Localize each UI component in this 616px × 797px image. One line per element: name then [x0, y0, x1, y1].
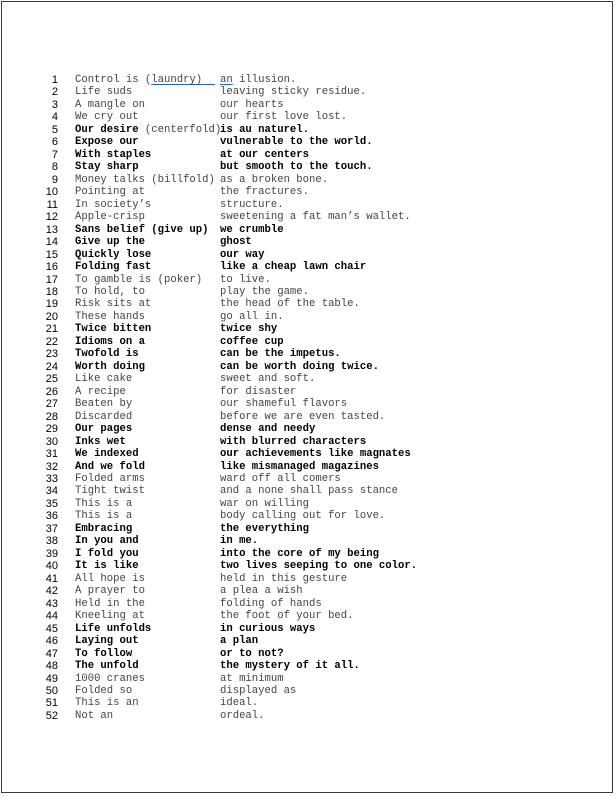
poem-line — [2, 635, 612, 647]
poem-line — [2, 448, 612, 460]
line-number: 2 — [51, 86, 58, 99]
line-number: 51 — [45, 697, 58, 710]
line-text-right: at minimum — [220, 672, 284, 685]
poem-line — [2, 697, 612, 709]
underlined-word: an — [220, 74, 233, 86]
poem-line — [2, 111, 612, 123]
line-text-right: at our centers — [220, 148, 310, 161]
line-text-left: Discarded — [75, 410, 133, 423]
document-page — [1, 1, 613, 793]
line-text-right: an illusion. — [220, 74, 297, 86]
line-number: 41 — [45, 572, 58, 585]
line-text-left: Folding fast — [75, 261, 152, 274]
line-number: 45 — [45, 622, 58, 635]
line-text-right: we crumble — [220, 223, 284, 236]
line-text-right: the fractures. — [220, 186, 310, 199]
poem-line — [2, 99, 612, 111]
line-text-left: To follow — [75, 647, 133, 660]
line-text-left: Life suds — [75, 86, 133, 99]
line-text-right: can be the impetus. — [220, 348, 341, 361]
line-text-left: Money talks (billfold) — [75, 173, 215, 186]
poem-line — [2, 673, 612, 685]
line-text-left: This is a — [75, 510, 133, 523]
line-number: 22 — [45, 335, 58, 348]
line-text-part: Control is ( — [75, 74, 152, 86]
line-number: 42 — [45, 585, 58, 598]
poem-line — [2, 473, 612, 485]
line-number: 26 — [45, 385, 58, 398]
line-number: 39 — [45, 547, 58, 560]
line-text-right: to live. — [220, 273, 271, 286]
line-number: 7 — [51, 148, 58, 161]
poem-line — [2, 236, 612, 248]
line-number: 24 — [45, 360, 58, 373]
line-text-left: Our pages — [75, 423, 133, 436]
line-text-left — [75, 124, 221, 136]
line-text-right: dense and needy — [220, 423, 316, 436]
line-text-right: can be worth doing twice. — [220, 360, 379, 373]
line-text-right: ghost — [220, 236, 252, 249]
line-text-left: A mangle on — [75, 98, 145, 111]
line-text-left: With staples — [75, 148, 152, 161]
line-text-right: like mismanaged magazines — [220, 460, 379, 473]
line-text-right: ideal. — [220, 697, 259, 710]
line-text-left: Kneeling at — [75, 610, 145, 623]
underlined-word: laundry) — [151, 74, 203, 86]
line-number: 19 — [45, 298, 58, 311]
line-text-left: We indexed — [75, 448, 139, 461]
line-number: 35 — [45, 497, 58, 510]
line-text-left: In society’s — [75, 198, 152, 211]
line-text-right: before we are even tasted. — [220, 410, 386, 423]
line-text-left: Held in the — [75, 597, 145, 610]
poem-line — [2, 373, 612, 385]
poem-line — [2, 398, 612, 410]
poem-line — [2, 186, 612, 198]
line-text-right: in curious ways — [220, 622, 316, 635]
line-text-left: Like cake — [75, 373, 133, 386]
line-text-right: in me. — [220, 535, 259, 548]
poem-line — [2, 336, 612, 348]
poem-line — [2, 74, 612, 86]
line-text-right: ordeal. — [220, 709, 265, 722]
line-number: 31 — [45, 448, 58, 461]
line-number: 1 — [51, 74, 58, 86]
poem-line — [2, 124, 612, 136]
line-text-left: Tight twist — [75, 485, 145, 498]
poem-line — [2, 411, 612, 423]
line-number: 3 — [51, 98, 58, 111]
line-number: 15 — [45, 248, 58, 261]
poem-line — [2, 685, 612, 697]
line-text-left: Stay sharp — [75, 161, 139, 174]
line-text-left — [75, 74, 215, 86]
line-text-right: is au naturel. — [220, 123, 310, 136]
line-text-left: Laying out — [75, 635, 139, 648]
line-number: 6 — [51, 136, 58, 149]
line-number: 4 — [51, 111, 58, 124]
line-text-right: twice shy — [220, 323, 278, 336]
poem-line — [2, 199, 612, 211]
line-text-right: into the core of my being — [220, 547, 379, 560]
line-text-left: Pointing at — [75, 186, 145, 199]
poem-line — [2, 386, 612, 398]
line-number: 23 — [45, 348, 58, 361]
line-number: 44 — [45, 610, 58, 623]
poem-line — [2, 423, 612, 435]
line-text-left: In you and — [75, 535, 139, 548]
line-number: 30 — [45, 435, 58, 448]
line-text-right: sweet and soft. — [220, 373, 316, 386]
line-number: 17 — [45, 273, 58, 286]
line-text-right: the head of the table. — [220, 298, 360, 311]
line-text-left: Quickly lose — [75, 248, 152, 261]
line-text-right: folding of hands — [220, 597, 322, 610]
line-number: 27 — [45, 398, 58, 411]
line-text-left: Twofold is — [75, 348, 139, 361]
poem-line — [2, 610, 612, 622]
line-text-left: Risk sits at — [75, 298, 152, 311]
line-number: 9 — [51, 173, 58, 186]
poem-line — [2, 623, 612, 635]
line-number: 11 — [46, 198, 58, 211]
line-number: 36 — [45, 510, 58, 523]
line-text-right: displayed as — [220, 684, 297, 697]
poem-line — [2, 323, 612, 335]
line-text-right: our achievements like magnates — [220, 448, 411, 461]
line-number: 50 — [45, 684, 58, 697]
line-text-right: as a broken bone. — [220, 173, 329, 186]
line-text-right: a plea a wish — [220, 585, 303, 598]
line-text-left: We cry out — [75, 111, 139, 124]
line-text-left: To hold, to — [75, 285, 145, 298]
poem-line — [2, 523, 612, 535]
line-number: 21 — [45, 323, 58, 336]
poem-body — [2, 74, 612, 722]
line-text-left: Life unfolds — [75, 622, 152, 635]
poem-line — [2, 224, 612, 236]
line-number: 49 — [45, 672, 58, 685]
line-text-left: All hope is — [75, 572, 145, 585]
poem-line — [2, 348, 612, 360]
line-number: 32 — [45, 460, 58, 473]
line-text-left: Folded arms — [75, 473, 145, 485]
line-text-right: our hearts — [220, 98, 284, 111]
poem-line — [2, 461, 612, 473]
line-text-right: body calling out for love. — [220, 510, 386, 523]
line-text-right: our first love lost. — [220, 111, 348, 124]
line-number: 18 — [45, 285, 58, 298]
line-text-left: And we fold — [75, 460, 145, 473]
line-text-right: the mystery of it all. — [220, 660, 360, 673]
line-text-left: Expose our — [75, 136, 139, 149]
poem-line — [2, 249, 612, 261]
poem-line — [2, 174, 612, 186]
line-text-left: A prayer to — [75, 585, 145, 598]
line-text-left: Worth doing — [75, 360, 145, 373]
line-number: 28 — [45, 410, 58, 423]
poem-line — [2, 149, 612, 161]
poem-line — [2, 286, 612, 298]
poem-line — [2, 261, 612, 273]
line-text-left: I fold you — [75, 547, 139, 560]
line-text-right: a plan — [220, 635, 259, 648]
poem-line — [2, 510, 612, 522]
line-text-right: like a cheap lawn chair — [220, 261, 367, 274]
line-text-right: but smooth to the touch. — [220, 161, 373, 174]
poem-line — [2, 585, 612, 597]
poem-line — [2, 560, 612, 572]
line-text-right: our shameful flavors — [220, 398, 348, 411]
line-text-left: Beaten by — [75, 398, 133, 411]
line-text-right: play the game. — [220, 285, 310, 298]
line-number: 48 — [45, 660, 58, 673]
line-text-right: our way — [220, 248, 265, 261]
poem-line — [2, 211, 612, 223]
line-number: 25 — [45, 373, 58, 386]
line-number: 34 — [45, 485, 58, 498]
poem-line — [2, 648, 612, 660]
line-text-right: the foot of your bed. — [220, 610, 354, 623]
poem-line — [2, 86, 612, 98]
line-number: 46 — [45, 635, 58, 648]
line-number: 29 — [45, 423, 58, 436]
line-text-left: This is a — [75, 497, 133, 510]
poem-line — [2, 361, 612, 373]
poem-line — [2, 660, 612, 672]
line-text-left: Folded so — [75, 684, 133, 697]
poem-line — [2, 161, 612, 173]
line-text-right: with blurred characters — [220, 435, 367, 448]
line-text-left: Idioms on a — [75, 335, 145, 348]
line-text-right: two lives seeping to one color. — [220, 560, 418, 573]
line-text-right: coffee cup — [220, 335, 284, 348]
line-text-left: Twice bitten — [75, 323, 152, 336]
line-text-right: structure. — [220, 198, 284, 211]
line-text-left: Sans belief (give up) — [75, 223, 209, 236]
line-number: 13 — [45, 223, 58, 236]
line-number: 43 — [45, 597, 58, 610]
line-text-right: ward off all comers — [220, 473, 341, 485]
line-text-right: or to not? — [220, 647, 284, 660]
poem-line — [2, 274, 612, 286]
line-number: 38 — [45, 535, 58, 548]
line-number: 14 — [45, 236, 58, 249]
line-text-left: This is an — [75, 697, 139, 710]
line-number: 10 — [45, 186, 58, 199]
line-number: 52 — [45, 709, 58, 722]
poem-line — [2, 311, 612, 323]
poem-line — [2, 710, 612, 722]
line-text-right: vulnerable to the world. — [220, 136, 373, 149]
line-text-right: and a none shall pass stance — [220, 485, 399, 498]
line-text-left: Embracing — [75, 522, 133, 535]
line-text-left: Not an — [75, 709, 114, 722]
line-text-left: Give up the — [75, 236, 145, 249]
line-text-right: sweetening a fat man’s wallet. — [220, 211, 411, 224]
line-text-left: To gamble is (poker) — [75, 273, 203, 286]
line-text-left: These hands — [75, 310, 145, 323]
poem-line — [2, 298, 612, 310]
line-number: 12 — [45, 211, 58, 224]
line-text-left: The unfold — [75, 660, 139, 673]
poem-line — [2, 598, 612, 610]
line-number: 16 — [45, 261, 58, 274]
line-text-right: leaving sticky residue. — [220, 86, 367, 99]
line-text-right: go all in. — [220, 310, 284, 323]
line-text-left: 1000 cranes — [75, 672, 145, 685]
line-text-left: It is like — [75, 560, 139, 573]
line-text-part: (centerfold) — [138, 123, 222, 136]
poem-line — [2, 498, 612, 510]
line-text-right: war on willing — [220, 497, 310, 510]
line-text-right: for disaster — [220, 385, 297, 398]
poem-line — [2, 535, 612, 547]
line-number: 37 — [45, 522, 58, 535]
line-text-right: the everything — [220, 522, 310, 535]
line-text-part: Our desire — [75, 123, 139, 136]
line-text-right: held in this gesture — [220, 572, 348, 585]
line-number: 8 — [51, 161, 58, 174]
poem-line — [2, 548, 612, 560]
line-number: 5 — [51, 123, 58, 136]
line-text-left: Apple-crisp — [75, 211, 145, 224]
poem-line — [2, 485, 612, 497]
line-number: 33 — [45, 473, 58, 485]
poem-line — [2, 436, 612, 448]
line-number: 47 — [45, 647, 58, 660]
poem-line — [2, 136, 612, 148]
line-number: 40 — [45, 560, 58, 573]
line-text-left: Inks wet — [75, 435, 126, 448]
poem-line — [2, 573, 612, 585]
line-number: 20 — [45, 310, 58, 323]
line-text-left: A recipe — [75, 385, 126, 398]
